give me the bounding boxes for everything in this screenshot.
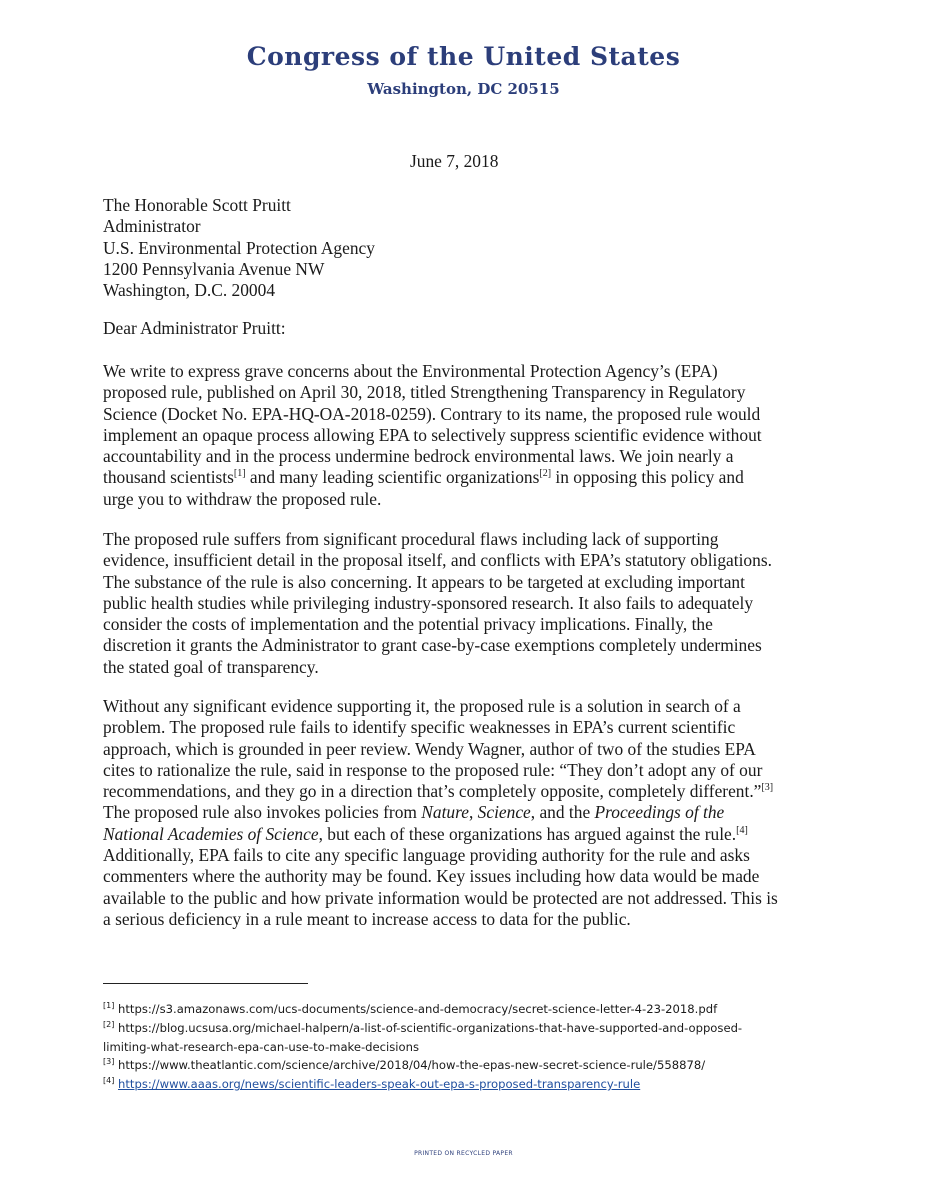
recipient-line: The Honorable Scott Pruitt [103, 195, 291, 215]
paragraph-line [103, 781, 803, 802]
journal-science: Science [477, 802, 531, 823]
paragraph-line: evidence, insufficient detail in the proposal itself, and conflicts with EPA’s statutory obligations. [103, 550, 772, 571]
text-run: in opposing this policy and [551, 467, 744, 488]
journal-pnas: National Academies of Science [103, 823, 319, 844]
footnote-url: https://s3.amazonaws.com/ucs-documents/science-and-democracy/secret-science-letter-4-23-2018.pdf [114, 1002, 718, 1016]
text-run: thousand scientists [103, 467, 234, 488]
recipient-address [103, 195, 375, 301]
paragraph-line: cites to rationalize the rule, said in response to the proposed rule: “They don’t adopt any of our [103, 759, 763, 780]
footnotes [103, 1000, 823, 1094]
paragraph-line: a serious deficiency in a rule meant to increase access to data for the public. [103, 908, 631, 929]
paragraph-line: proposed rule, published on April 30, 2018, titled Strengthening Transparency in Regulatory [103, 382, 746, 403]
paragraph-line: Science (Docket No. EPA-HQ-OA-2018-0259). Contrary to its name, the proposed rule would [103, 403, 761, 424]
text-run: and many leading scientific organizations [245, 467, 540, 488]
paragraph-line: Additionally, EPA fails to cite any specific language providing authority for the rule and asks [103, 845, 750, 866]
text-run: , [468, 802, 478, 823]
footnote-1 [103, 1000, 823, 1019]
recipient-line: 1200 Pennsylvania Avenue NW [103, 258, 325, 279]
footnote-2 [103, 1019, 823, 1038]
footnote-mark: [1] [103, 1001, 115, 1011]
paragraph-line: public health studies while privileging industry-sponsored research. It also fails to adequately [103, 592, 754, 613]
paragraph-line [103, 467, 803, 488]
text-run: The proposed rule also invokes policies from [103, 802, 422, 823]
footnote-2-continued: limiting-what-research-epa-can-use-to-make-decisions [103, 1039, 419, 1054]
footnote-url: https://blog.ucsusa.org/michael-halpern/a-list-of-scientific-organizations-that-have-supported-and-opposed- [114, 1020, 743, 1035]
footnote-ref-2[interactable]: [2] [539, 468, 552, 480]
salutation: Dear Administrator Pruitt: [103, 318, 286, 338]
paragraph-line: accountability and in the process undermine bedrock environmental laws. We join nearly a [103, 446, 734, 467]
footnote-mark: [4] [103, 1076, 115, 1086]
text-run: , and the [530, 802, 595, 823]
footnote-mark: [3] [103, 1057, 115, 1067]
paragraph-line: consider the costs of implementation and the potential privacy implications. Finally, the [103, 614, 713, 635]
footnote-mark: [2] [103, 1019, 115, 1029]
recipient-line: U.S. Environmental Protection Agency [103, 237, 375, 258]
printed-on-recycled-paper: PRINTED ON RECYCLED PAPER [414, 1150, 513, 1157]
paragraph-line: available to the public and how private information would be protected are not addressed. This is [103, 887, 778, 908]
letter-date: June 7, 2018 [410, 151, 499, 171]
footnote-ref-4[interactable]: [4] [736, 824, 748, 836]
paragraph-line: the stated goal of transparency. [103, 656, 319, 677]
paragraph-line: urge you to withdraw the proposed rule. [103, 488, 382, 509]
paragraph-line: The substance of the rule is also concerning. It appears to be targeted at excluding important [103, 571, 745, 592]
footnote-ref-1[interactable]: [1] [233, 468, 246, 480]
paragraph-line: discretion it grants the Administrator to grant case-by-case exemptions completely undermines [103, 635, 762, 656]
paragraph-line: Without any significant evidence supporting it, the proposed rule is a solution in search of a [103, 696, 741, 716]
footnote-4 [103, 1075, 823, 1094]
paragraph-line: commenters where the authority may be found. Key issues including how data would be made [103, 866, 760, 887]
footnote-link[interactable]: https://www.aaas.org/news/scientific-leaders-speak-out-epa-s-proposed-transparency-rule [118, 1077, 641, 1092]
paragraph-line: approach, which is grounded in peer review. Wendy Wagner, author of two of the studies EPA [103, 738, 756, 759]
footnote-url: https://www.theatlantic.com/science/archive/2018/04/how-the-epas-new-secret-science-rule/558878/ [114, 1058, 706, 1073]
paragraph-line: We write to express grave concerns about the Environmental Protection Agency’s (EPA) [103, 361, 718, 381]
text-run: recommendations, and they go in a direction that’s completely opposite, completely different.” [103, 781, 762, 802]
letterhead-title: Congress of the United States [246, 42, 681, 71]
journal-nature: Nature [421, 802, 469, 823]
recipient-line: Washington, D.C. 20004 [103, 280, 276, 301]
letterhead-subtitle: Washington, DC 20515 [367, 80, 560, 98]
text-run: , but each of these organizations has argued against the rule. [318, 823, 737, 844]
paragraph-line [103, 802, 803, 823]
paragraph-line: The proposed rule suffers from significant procedural flaws including lack of supporting [103, 529, 719, 549]
footnote-divider [103, 983, 308, 984]
paragraph-line: implement an opaque process allowing EPA to selectively suppress scientific evidence without [103, 424, 762, 445]
footnote-ref-3[interactable]: [3] [761, 782, 774, 794]
paragraph-1 [103, 361, 803, 510]
recipient-line: Administrator [103, 216, 201, 237]
paragraph-3 [103, 696, 803, 930]
paragraph-line: problem. The proposed rule fails to identify specific weaknesses in EPA’s current scientific [103, 717, 736, 738]
paragraph-2 [103, 529, 803, 678]
footnote-3 [103, 1056, 823, 1075]
paragraph-line [103, 824, 803, 845]
journal-pnas: Proceedings of the [594, 802, 725, 823]
